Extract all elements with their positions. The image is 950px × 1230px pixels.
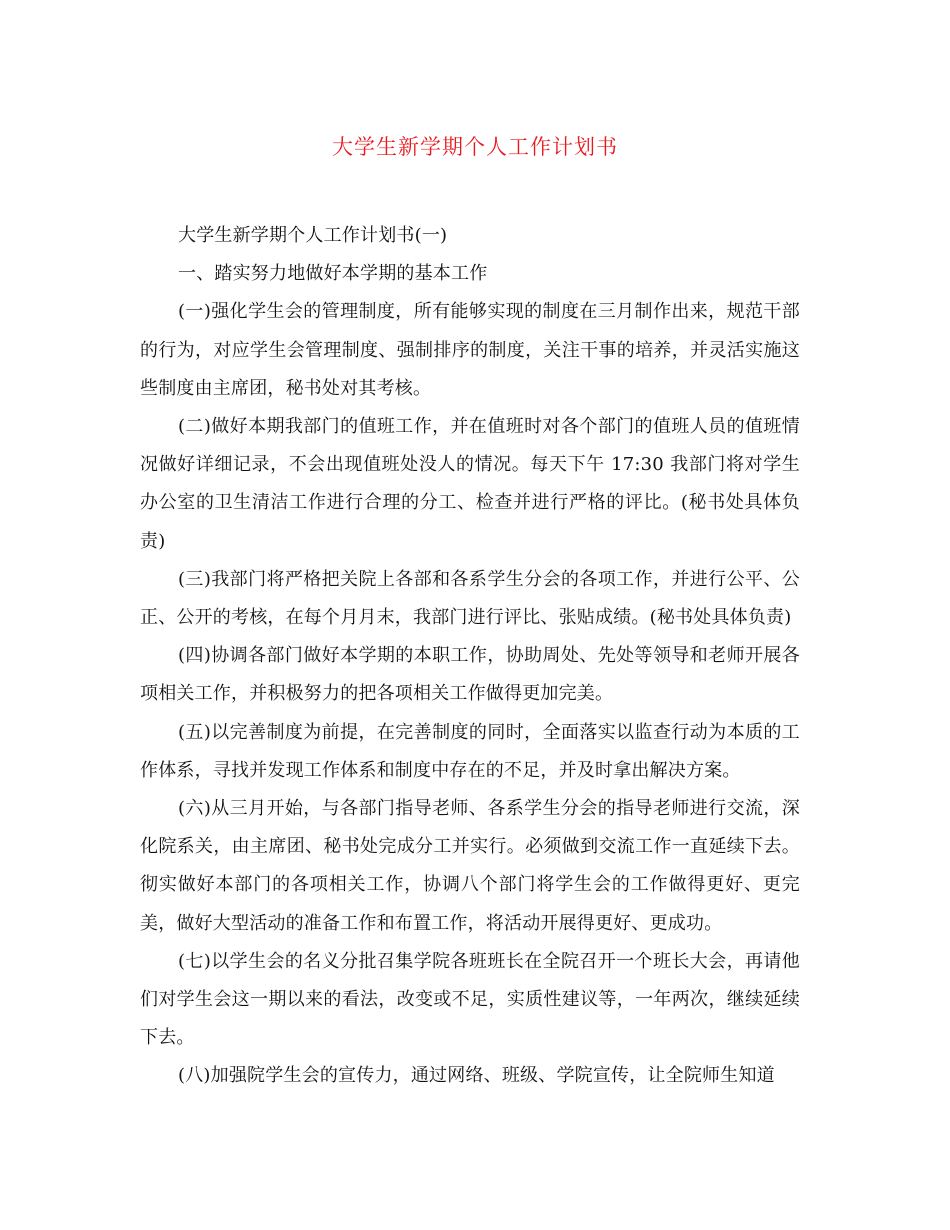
paragraph-item-3: (三)我部门将严格把关院上各部和各系学生分会的各项工作，并进行公平、公正、公开的考核，在每个月月末，我部门进行评比、张贴成绩。(秘书处具体负责) [140,568,800,629]
paragraph-item-8: (八)加强院学生会的宣传力，通过网络、班级、学院宣传，让全院师生知道 [178,1065,775,1087]
paragraph-item-4: (四)协调各部门做好本学期的本职工作，协助周处、先处等领导和老师开展各项相关工作，并积极努力的把各项相关工作做得更加完美。 [140,645,800,705]
document-title: 大学生新学期个人工作计划书 [332,135,618,159]
paragraph-item-2: (二)做好本期我部门的值班工作，并在值班时对各个部门的值班人员的值班情况做好详细记录，不会出现值班处没人的情况。每天下午 17:30 我部门将对学生办公室的卫生清洁工作进行合理的分工、检查并进行严格的评比。(秘书处具体负责) [140,416,800,552]
subtitle-paragraph: 大学生新学期个人工作计划书(一) [178,225,448,246]
paragraph-item-1: (一)强化学生会的管理制度，所有能够实现的制度在三月制作出来，规范干部的行为，对应学生会管理制度、强制排序的制度，关注干事的培养，并灵活实施这些制度由主席团，秘书处对其考核。 [140,301,800,399]
paragraph-item-7: (七)以学生会的名义分批召集学院各班班长在全院召开一个班长大会，再请他们对学生会这一期以来的看法，改变或不足，实质性建议等，一年两次，继续延续下去。 [140,950,800,1049]
section-heading: 一、踏实努力地做好本学期的基本工作 [178,263,488,285]
document-body [140,217,800,1096]
paragraph-item-6: (六)从三月开始，与各部门指导老师、各系学生分会的指导老师进行交流，深化院系关，由主席团、秘书处完成分工并实行。必须做到交流工作一直延续下去。彻实做好本部门的各项相关工作，协调八个部门将学生会的工作做得更好、更完美，做好大型活动的准备工作和布置工作，将活动开展得更好、更成功。 [140,798,800,934]
paragraph-item-5: (五)以完善制度为前提，在完善制度的同时，全面落实以监查行动为本质的工作体系，寻找并发现工作体系和制度中存在的不足，并及时拿出解决方案。 [140,721,800,781]
